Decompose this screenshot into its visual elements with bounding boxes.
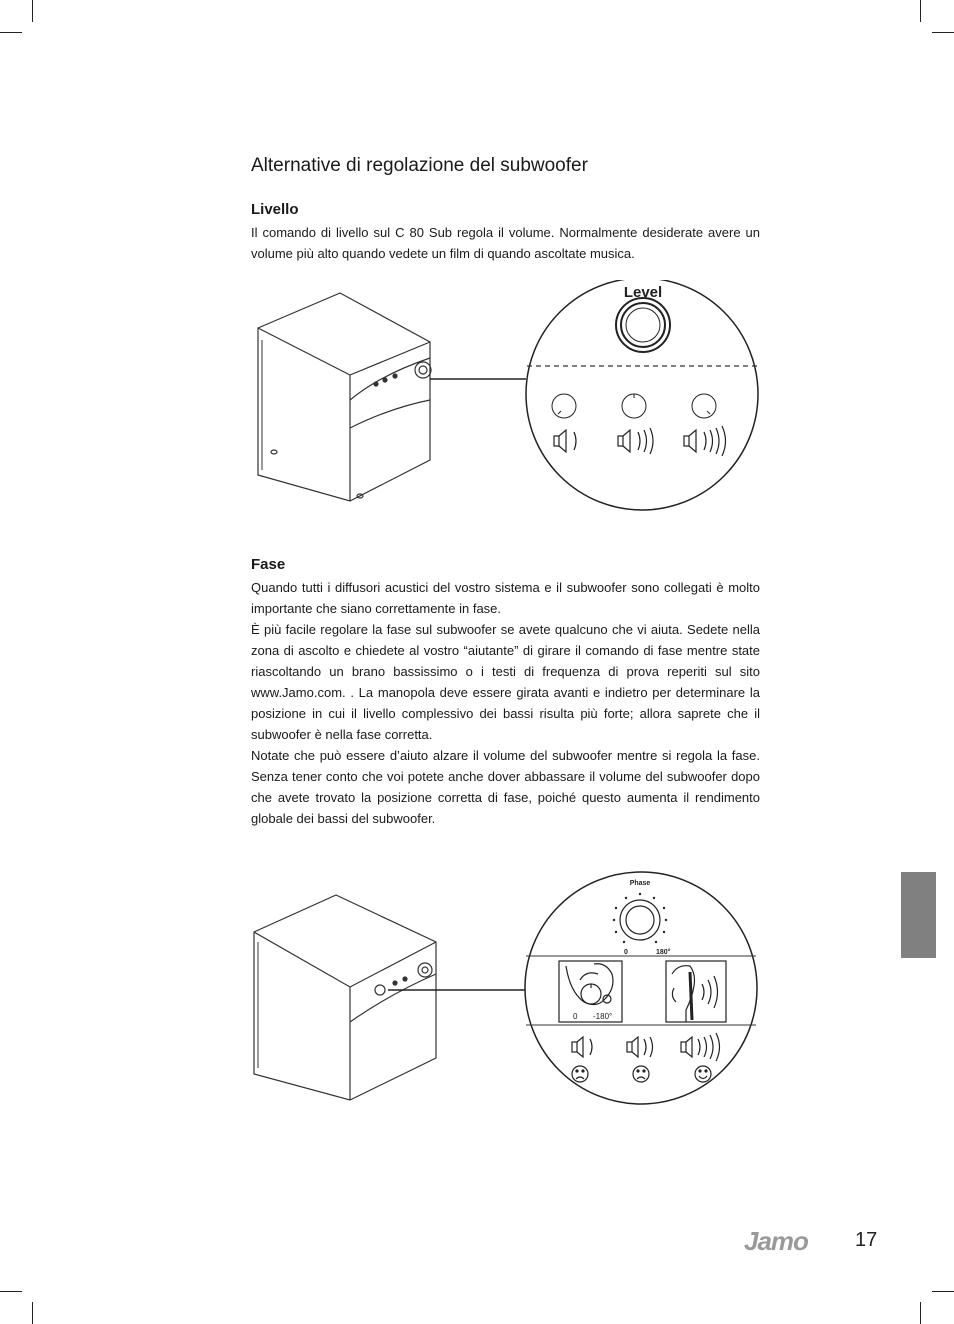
crop-mark — [0, 32, 22, 33]
page-number: 17 — [855, 1229, 878, 1251]
level-knob-label: Level — [623, 284, 663, 301]
level-figure — [240, 280, 770, 515]
phase-text — [251, 577, 760, 829]
level-heading: Livello — [251, 201, 299, 218]
phase-paragraph: Quando tutti i diffusori acustici del vostro sistema e il subwoofer sono collegati è molto importante che siano correttamente in fase. — [251, 580, 760, 616]
crop-mark — [0, 1291, 22, 1292]
hand-turning-knob-illustration — [559, 961, 622, 1022]
crop-mark — [32, 0, 33, 22]
phase-heading: Fase — [251, 556, 286, 573]
phase-detail-circle — [525, 872, 757, 1104]
inset-min-label: 0 — [573, 1012, 578, 1021]
subwoofer-illustration — [254, 895, 436, 1100]
phase-figure — [240, 862, 770, 1112]
crop-mark — [32, 1302, 33, 1324]
crop-mark — [920, 1302, 921, 1324]
page-title: Alternative di regolazione del subwoofer — [251, 155, 588, 176]
level-paragraph: Il comando di livello sul C 80 Sub regola il volume. Normalmente desiderate avere un volume più alto quando vedete un film di quando ascoltate musica. — [251, 225, 760, 261]
section-tab-marker — [901, 872, 936, 958]
brand-logo: Jamo — [744, 1226, 808, 1256]
crop-mark — [932, 1291, 954, 1292]
level-detail-circle — [526, 280, 758, 510]
listener-ear-illustration — [666, 961, 726, 1022]
crop-mark — [932, 32, 954, 33]
phase-knob-label: Phase — [629, 880, 651, 887]
level-text — [251, 222, 760, 264]
inset-max-label: -180° — [593, 1012, 613, 1021]
crop-mark — [920, 0, 921, 22]
phase-paragraph: Notate che può essere d’aiuto alzare il volume del subwoofer mentre si regola la fase. Senza tener conto che voi potete anche dover abbassare il volume del subwoofer dopo che avete trovato la posizione corretta di fase, poiché questo aumenta il rendimento globale dei bassi del subwoofer. — [251, 748, 760, 826]
subwoofer-illustration — [258, 293, 431, 501]
phase-dial-max: 180° — [656, 949, 671, 956]
phase-paragraph: È più facile regolare la fase sul subwoofer se avete qualcuno che vi aiuta. Sedete nella zona di ascolto e chiedete al vostro “aiutante” di girare il comando di fase mentre state riascoltando un brano bassissimo o i testi di frequenza di prova reperiti sul sito www.Jamo.com. . La manopola deve essere girata avanti e indietro per determinare la posizione in cui il livello complessivo dei bassi risulta più forte; allora saprete che il subwoofer è nella fase corretta. — [251, 622, 760, 742]
phase-dial-min: 0 — [624, 949, 628, 956]
